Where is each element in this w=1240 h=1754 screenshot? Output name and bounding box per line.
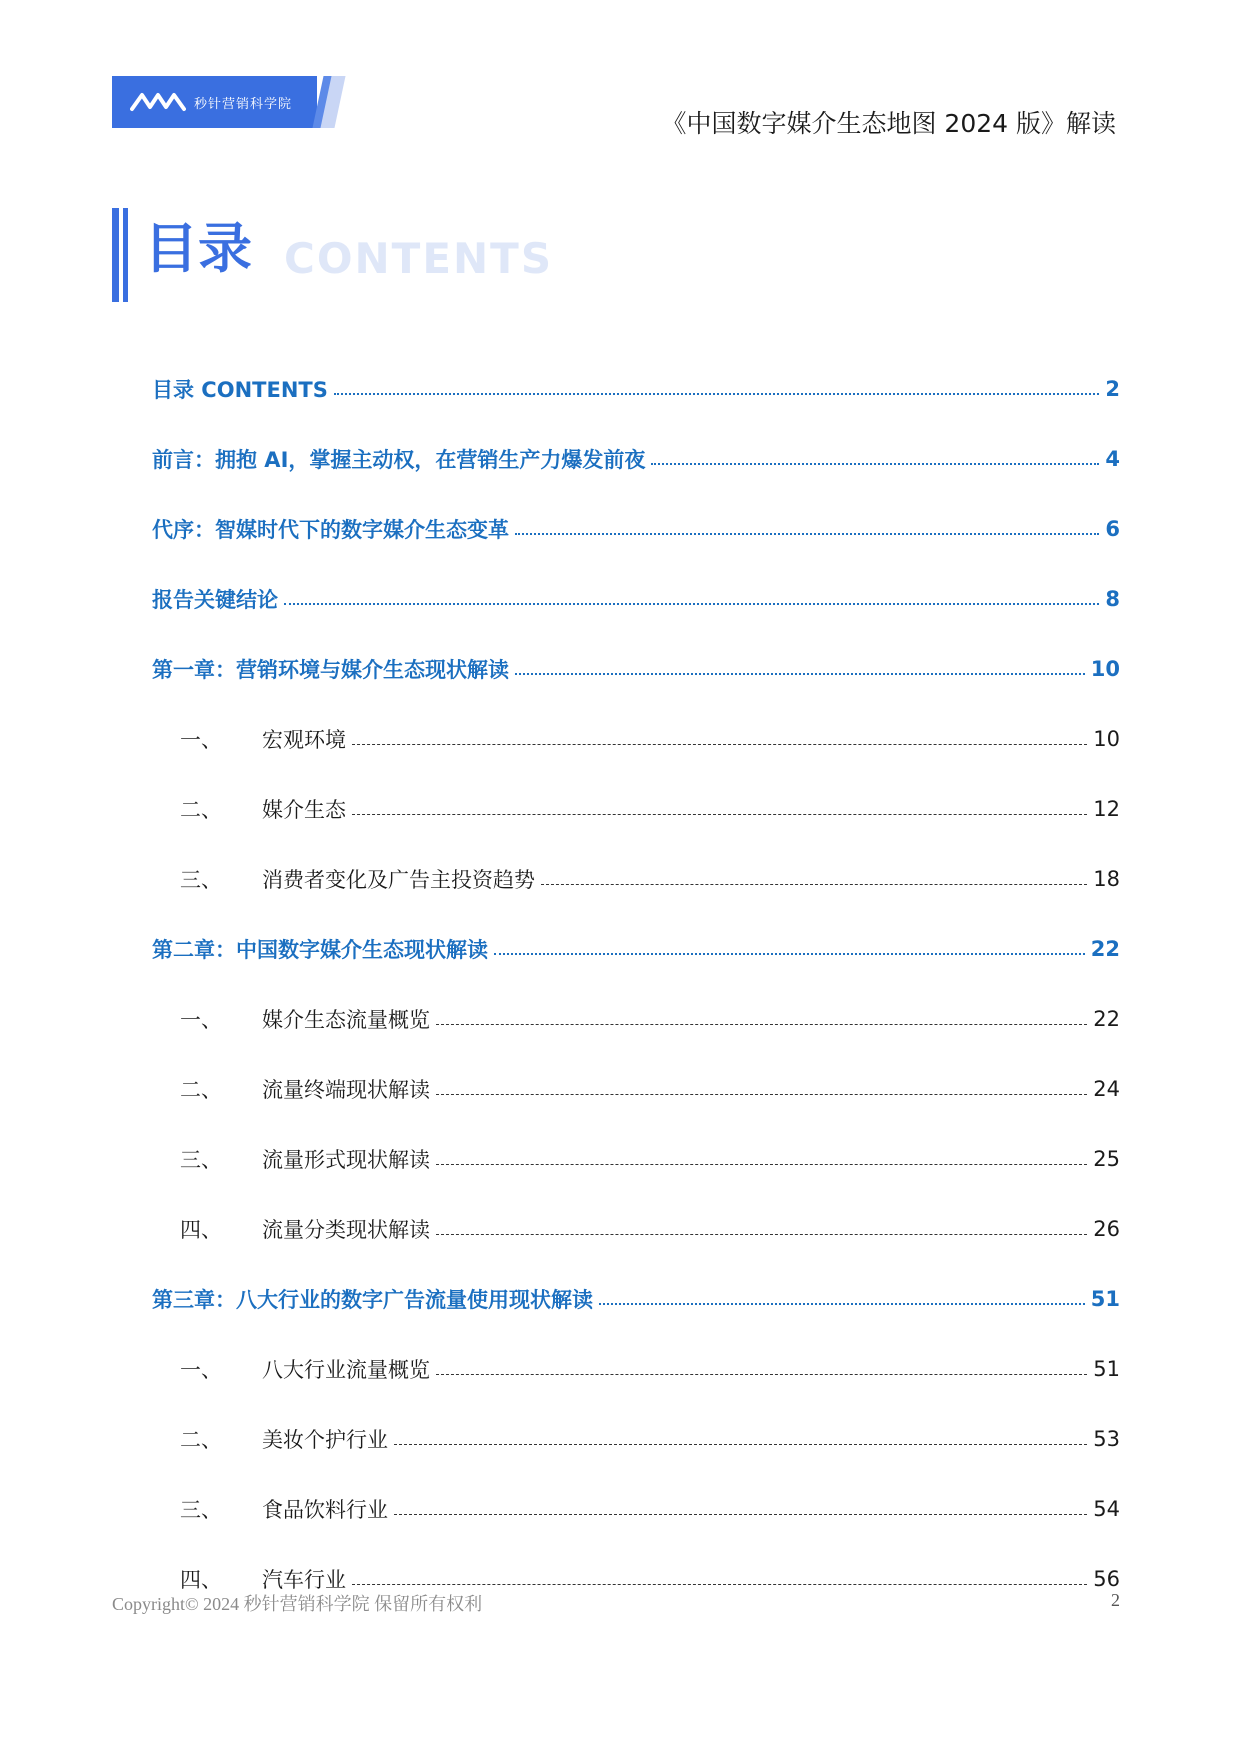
toc-entry-page: 25 [1093,1147,1120,1171]
toc-section-entry[interactable] [152,704,1120,774]
toc-entry-page: 24 [1093,1077,1120,1101]
toc-dot-leader [515,671,1085,675]
toc-section-entry[interactable] [152,1474,1120,1544]
toc-entry-page: 26 [1093,1217,1120,1241]
toc-entry-number: 三、 [180,1498,222,1522]
toc-entry-title: 汽车行业 [262,1568,346,1592]
toc-chapter-entry[interactable] [152,564,1120,634]
toc-dot-leader [436,1022,1087,1025]
toc-chapter-entry[interactable] [152,494,1120,564]
toc-section-entry[interactable] [152,844,1120,914]
heading-accent-bar [112,208,119,302]
toc-entry-page: 51 [1093,1357,1120,1381]
toc-entry-page: 56 [1093,1567,1120,1591]
toc-entry-title: 流量终端现状解读 [262,1078,430,1102]
toc-entry-page: 6 [1105,517,1120,541]
toc-entry-number: 一、 [180,1008,222,1032]
toc-dot-leader [394,1442,1087,1445]
toc-entry-page: 4 [1105,447,1120,471]
toc-section-entry[interactable] [152,1124,1120,1194]
toc-entry-page: 22 [1090,937,1120,961]
toc-dot-leader [352,742,1087,745]
toc-entry-page: 53 [1093,1427,1120,1451]
toc-chapter-entry[interactable] [152,1264,1120,1334]
toc-entry-number: 一、 [180,1358,222,1382]
toc-dot-leader [541,882,1087,885]
table-of-contents [152,354,1120,1614]
toc-chapter-entry[interactable] [152,914,1120,984]
toc-entry-number: 四、 [180,1218,222,1242]
document-title: 《中国数字媒介生态地图 2024 版》解读 [661,109,1116,138]
toc-entry-title: 第三章：八大行业的数字广告流量使用现状解读 [152,1288,593,1312]
heading-accent-bar [123,208,128,302]
toc-entry-number: 二、 [180,1078,222,1102]
toc-entry-title: 报告关键结论 [152,588,278,612]
toc-entry-title: 媒介生态 [262,798,346,822]
page-heading: 目录 [144,217,252,280]
toc-dot-leader [494,951,1085,955]
toc-entry-page: 54 [1093,1497,1120,1521]
toc-entry-title: 第二章：中国数字媒介生态现状解读 [152,938,488,962]
toc-entry-page: 22 [1093,1007,1120,1031]
toc-section-entry[interactable] [152,1334,1120,1404]
toc-chapter-entry[interactable] [152,424,1120,494]
toc-entry-title: 食品饮料行业 [262,1498,388,1522]
toc-entry-title: 消费者变化及广告主投资趋势 [262,868,535,892]
toc-entry-page: 18 [1093,867,1120,891]
toc-section-entry[interactable] [152,984,1120,1054]
toc-entry-title: 媒介生态流量概览 [262,1008,430,1032]
toc-dot-leader [284,601,1099,605]
toc-entry-page: 8 [1105,587,1120,611]
toc-entry-title: 流量形式现状解读 [262,1148,430,1172]
toc-entry-title: 八大行业流量概览 [262,1358,430,1382]
page-heading-english: CONTENTS [284,234,554,283]
toc-entry-page: 10 [1090,657,1120,681]
logo-icon [130,87,186,117]
toc-entry-number: 四、 [180,1568,222,1592]
logo-banner [112,76,317,128]
toc-dot-leader [334,391,1100,395]
toc-entry-title: 宏观环境 [262,728,346,752]
toc-dot-leader [352,812,1087,815]
toc-entry-title: 流量分类现状解读 [262,1218,430,1242]
toc-section-entry[interactable] [152,774,1120,844]
toc-section-entry[interactable] [152,1404,1120,1474]
toc-entry-number: 三、 [180,1148,222,1172]
toc-entry-number: 三、 [180,868,222,892]
toc-dot-leader [436,1092,1087,1095]
toc-dot-leader [515,531,1099,535]
toc-dot-leader [436,1232,1087,1235]
toc-section-entry[interactable] [152,1054,1120,1124]
toc-entry-number: 一、 [180,728,222,752]
toc-entry-page: 12 [1093,797,1120,821]
toc-entry-page: 51 [1090,1287,1120,1311]
toc-entry-title: 前言：拥抱 AI，掌握主动权，在营销生产力爆发前夜 [152,448,646,472]
toc-entry-page: 2 [1105,377,1120,401]
toc-chapter-entry[interactable] [152,354,1120,424]
toc-entry-title: 代序：智媒时代下的数字媒介生态变革 [152,518,509,542]
logo-text: 秒针营销科学院 [194,96,293,112]
toc-dot-leader [436,1372,1087,1375]
toc-entry-number: 二、 [180,798,222,822]
toc-dot-leader [599,1301,1085,1305]
toc-entry-title: 目录 CONTENTS [152,378,328,402]
toc-chapter-entry[interactable] [152,634,1120,704]
toc-dot-leader [352,1582,1087,1585]
toc-entry-title: 美妆个护行业 [262,1428,388,1452]
toc-entry-page: 10 [1093,727,1120,751]
toc-entry-title: 第一章：营销环境与媒介生态现状解读 [152,658,509,682]
copyright-footer: Copyright© 2024 秒针营销科学院 保留所有权利 [112,1594,483,1614]
toc-entry-number: 二、 [180,1428,222,1452]
toc-dot-leader [394,1512,1087,1515]
toc-dot-leader [436,1162,1087,1165]
page-number: 2 [1111,1590,1120,1610]
toc-dot-leader [651,461,1099,465]
toc-section-entry[interactable] [152,1194,1120,1264]
